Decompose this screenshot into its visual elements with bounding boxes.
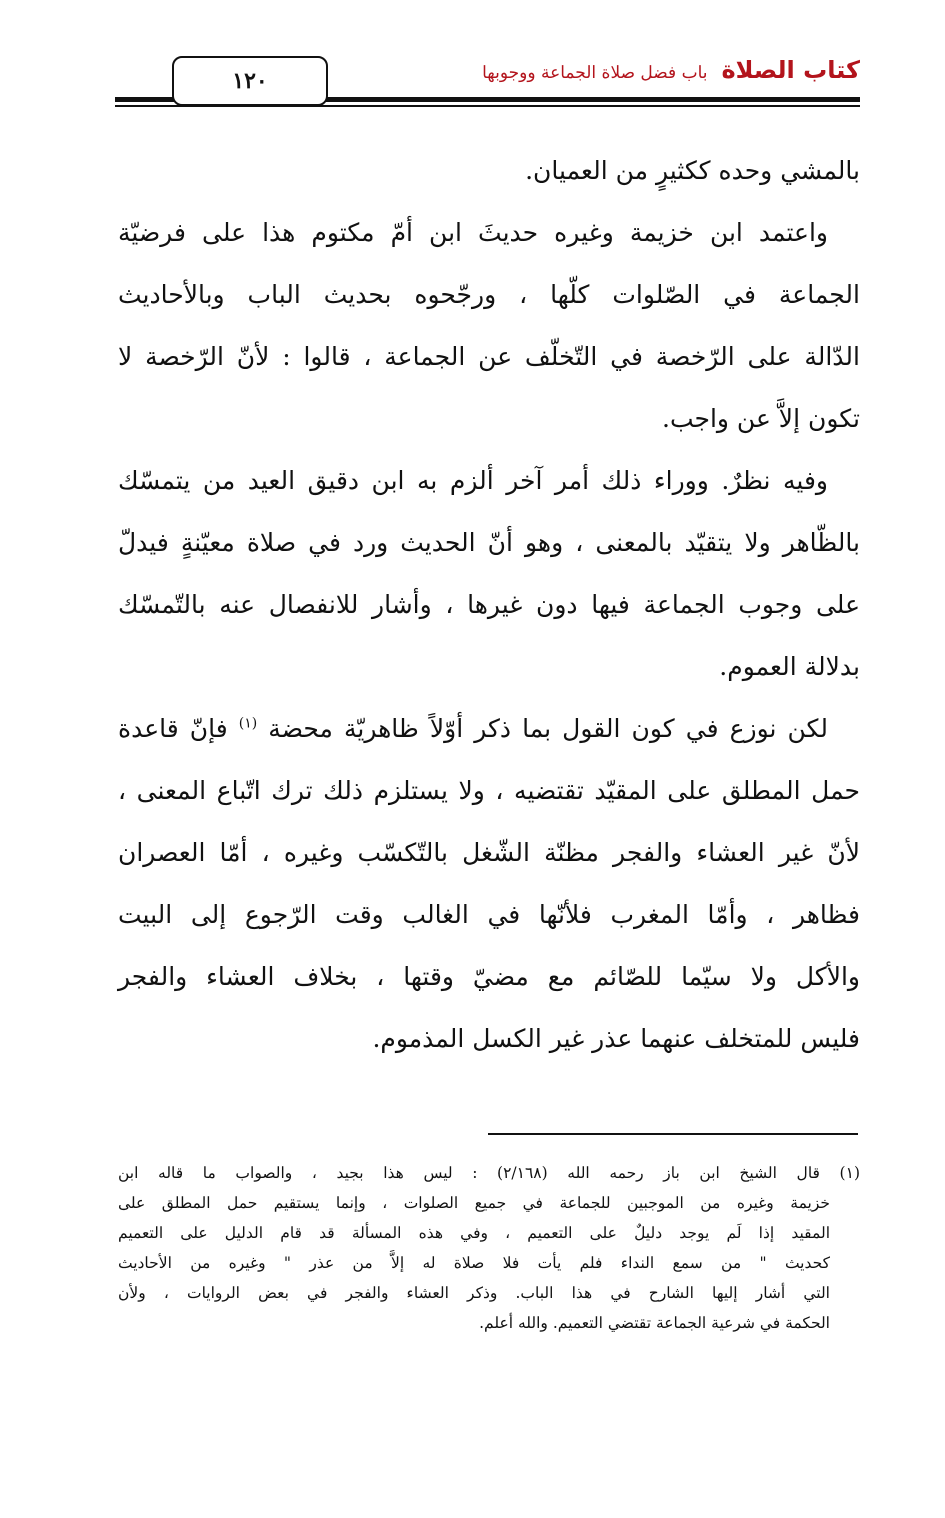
text-line-with-footnote [118, 698, 860, 760]
footnote-line: (١) قال الشيخ ابن باز رحمه الله (٢/١٦٨) : ليس هذا بجيد ، والصواب ما قاله ابن [118, 1164, 860, 1182]
text-line: على وجوب الجماعة فيها دون غيرها ، وأشار للانفصال عنه بالتّمسّك [118, 590, 860, 619]
text-line: بالمشي وحده ككثيرٍ من العميان. [525, 156, 860, 185]
main-text [118, 140, 860, 1070]
footnote-line: كحديث " من سمع النداء فلم يأت فلا صلاة له إلاَّ من عذر " وغيره من الأحاديث [118, 1254, 830, 1272]
text-segment: فإنّ قاعدة [118, 714, 228, 743]
text-line: وفيه نظرٌ. ووراء ذلك أمر آخر ألزم به ابن دقيق العيد من يتمسّك [118, 466, 828, 495]
footnote-line: التي أشار إليها الشارح في هذا الباب. وذكر العشاء والفجر في بعض الروايات ، ولأن [118, 1284, 830, 1302]
text-line: بدلالة العموم. [719, 652, 860, 681]
footnotes [118, 1158, 860, 1338]
text-line: فظاهر ، وأمّا المغرب فلأنّها في الغالب وقت الرّجوع إلى البيت [118, 900, 860, 929]
text-line: لأنّ غير العشاء والفجر مظنّة الشّغل بالتّكسّب وغيره ، أمّا العصران [118, 838, 860, 867]
text-line: بالظّاهر ولا يتقيّد بالمعنى ، وهو أنّ الحديث ورد في صلاة معيّنةٍ فيدلّ [118, 528, 860, 557]
text-line: حمل المطلق على المقيّد تقتضيه ، ولا يستلزم ذلك ترك اتّباع المعنى ، [118, 776, 860, 805]
text-segment: لكن نوزع في كون القول بما ذكر أوّلاً ظاهريّة محضة [268, 714, 828, 743]
text-line: فليس للمتخلف عنهما عذر غير الكسل المذموم. [372, 1024, 860, 1053]
running-header [482, 56, 860, 84]
chapter-title: باب فضل صلاة الجماعة ووجوبها [482, 63, 708, 83]
text-line: الجماعة في الصّلوات كلّها ، ورجّحوه بحديث الباب وبالأحاديث [118, 280, 860, 309]
text-line: تكون إلاَّ عن واجب. [662, 404, 860, 433]
text-line: الدّالة على الرّخصة في التّخلّف عن الجماعة ، قالوا : لأنّ الرّخصة لا [118, 342, 860, 371]
book-title: كتاب الصلاة [721, 56, 860, 84]
footnote-line: الحكمة في شرعية الجماعة تقتضي التعميم. والله أعلم. [479, 1314, 830, 1332]
page-header [115, 50, 860, 112]
page-number: ١٢٠ [172, 56, 328, 106]
footnote-line: خزيمة وغيره من الموجبين للجماعة في جميع الصلوات ، وإنما يستقيم حمل المطلق على [118, 1194, 830, 1212]
text-line: والأكل ولا سيّما للصّائم مع مضيّ وقتها ، بخلاف العشاء والفجر [118, 962, 860, 991]
footnote-reference[interactable]: (١) [238, 715, 258, 732]
footnote-line: المقيد إذا لَم يوجد دليلٌ على التعميم ، وفي هذه المسألة قد قام الدليل على التعميم [118, 1224, 830, 1242]
text-line: واعتمد ابن خزيمة وغيره حديثَ ابن أمّ مكتوم هذا على فرضيّة [118, 218, 828, 247]
footnote-separator [488, 1133, 858, 1135]
